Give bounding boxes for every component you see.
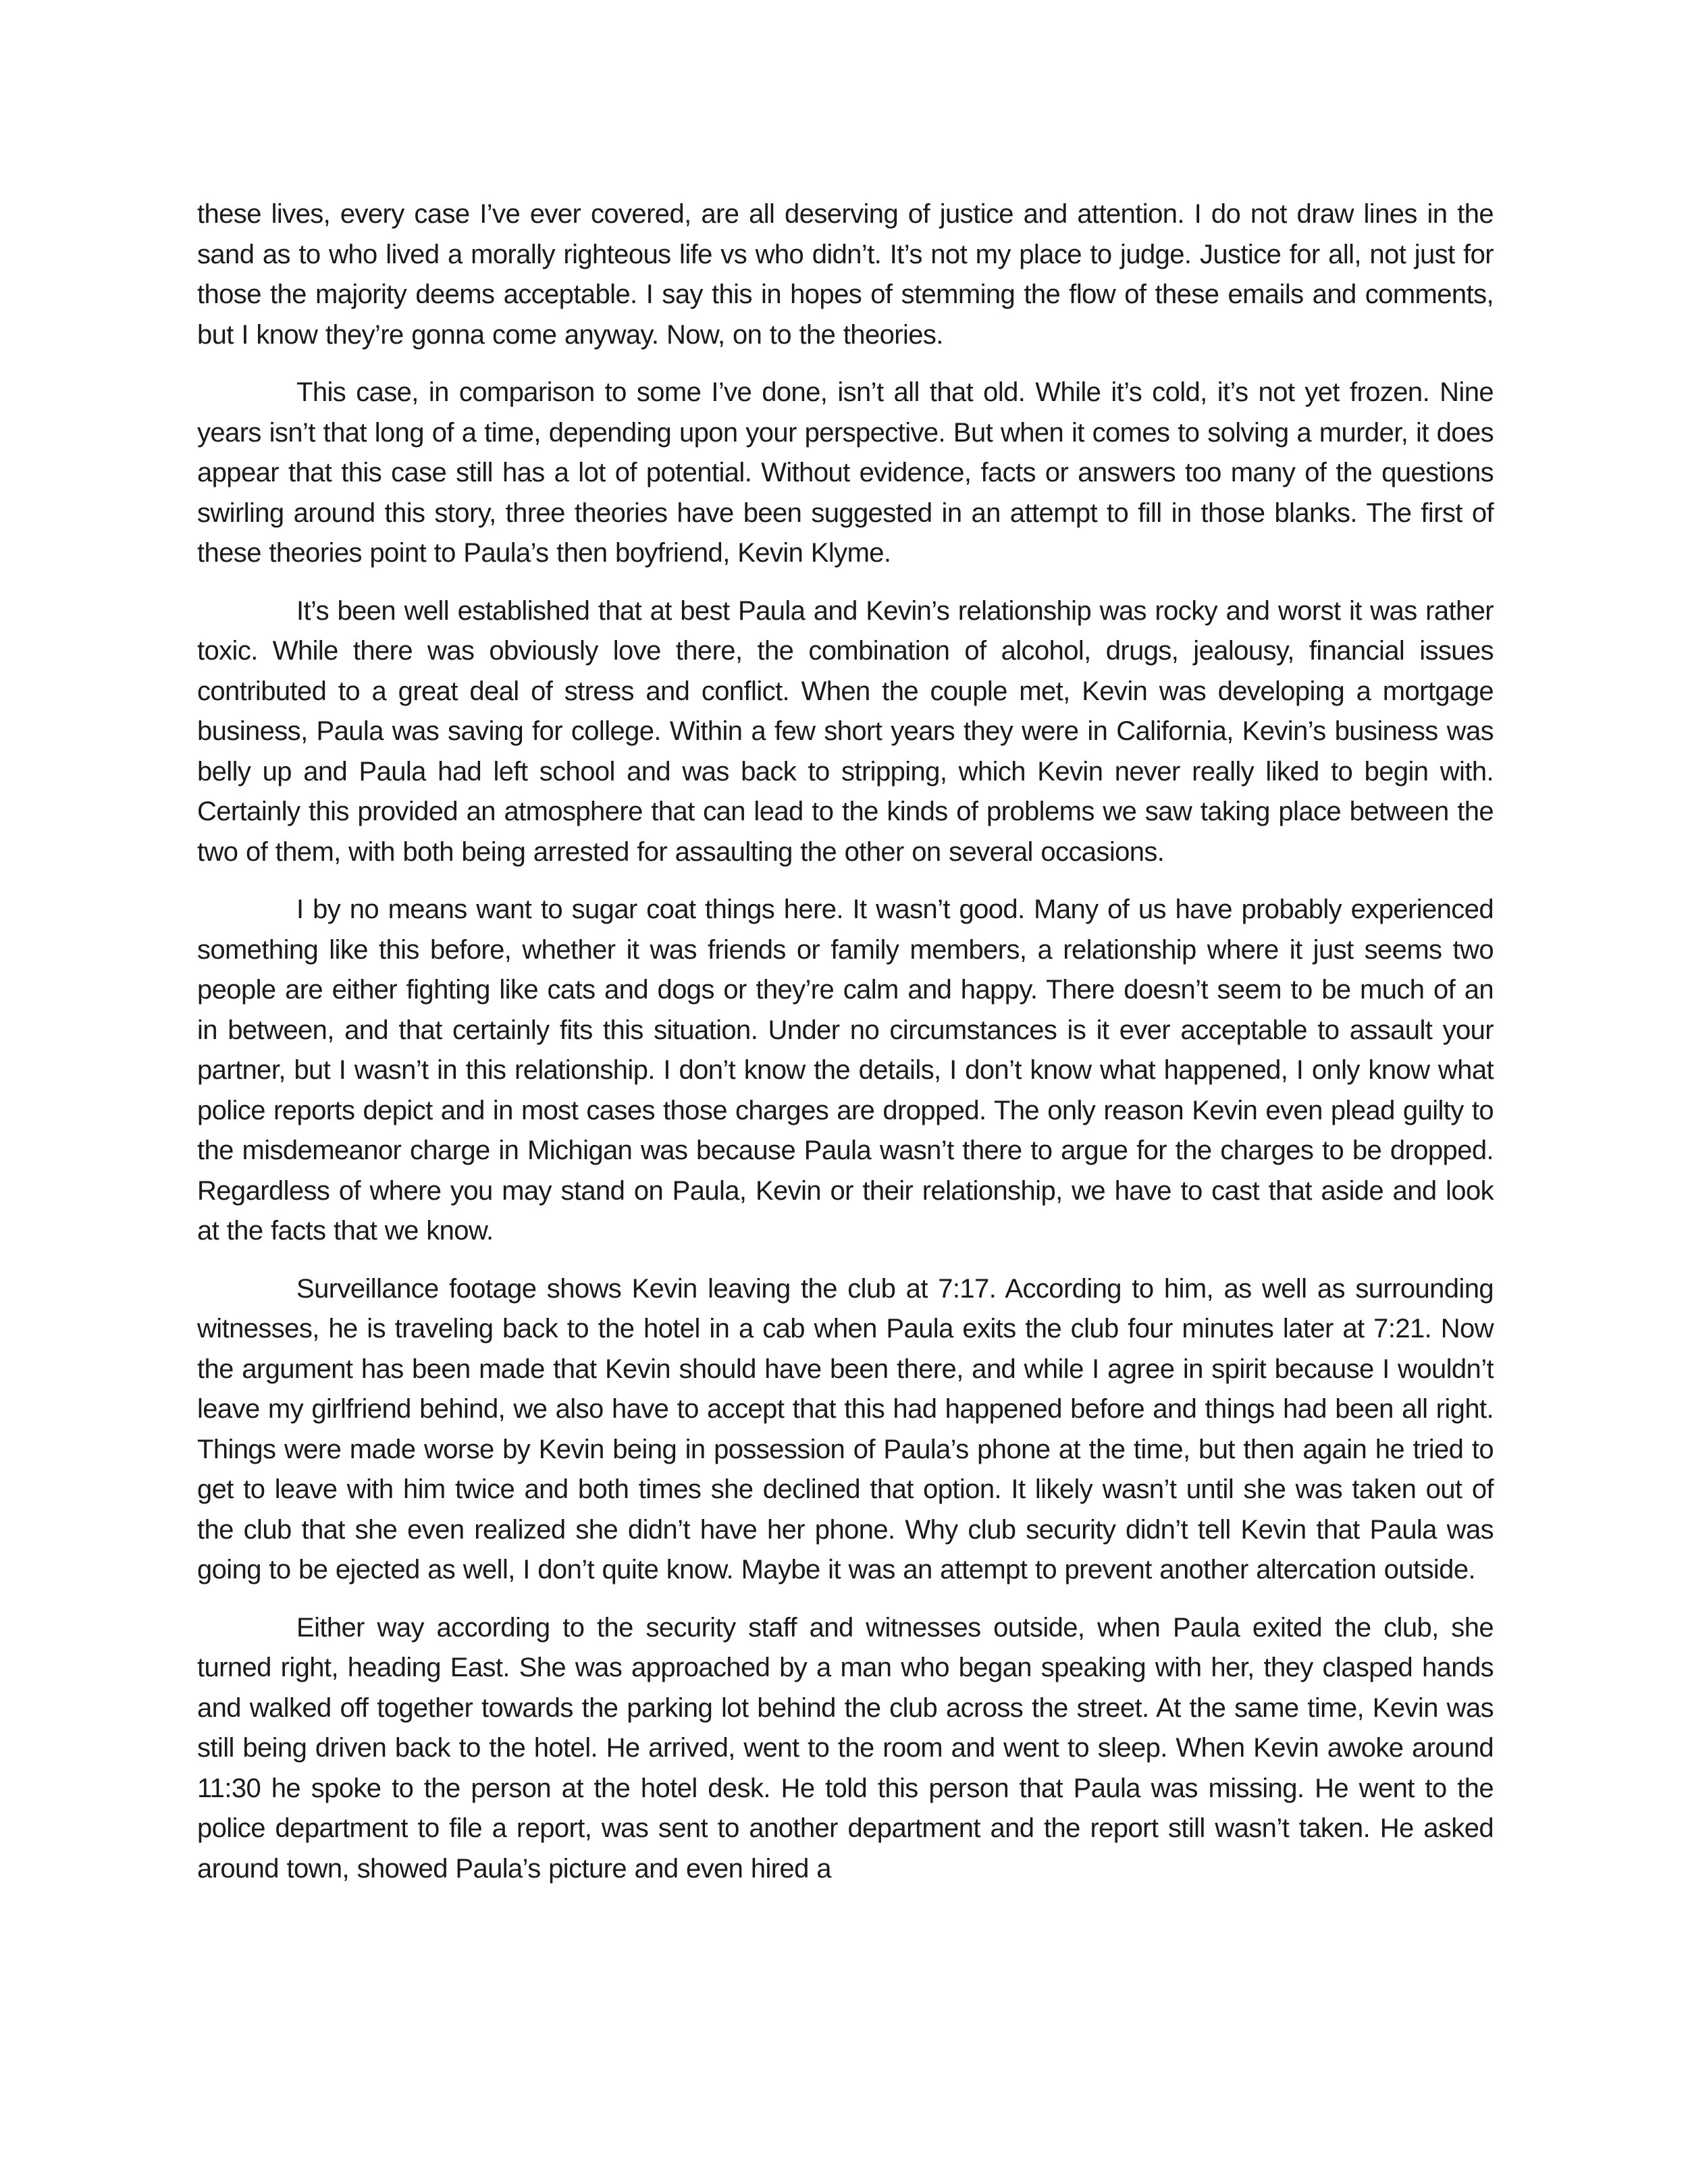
document-body <box>197 194 1494 1907</box>
paragraph-sugar-coat: I by no means want to sugar coat things here. It wasn’t good. Many of us have probably experienced something like this before, whether it was friends or family members, a relationship where it just seems two people are either fighting like cats and dogs or they’re calm and happy. There doesn’t seem to be much of an in between, and that certainly fits this situation. Under no circumstances is it ever acceptable to assault your partner, but I wasn’t in this relationship. I don’t know the details, I don’t know what happened, I only know what police reports depict and in most cases those charges are dropped. The only reason Kevin even plead guilty to the misdemeanor charge in Michigan was because Paula wasn’t there to argue for the charges to be dropped. Regardless of where you may stand on Paula, Kevin or their relationship, we have to cast that aside and look at the facts that we know. <box>197 895 1494 1246</box>
paragraph-continuation: these lives, every case I’ve ever covered, are all deserving of justice and attention. I do not draw lines in the sand as to who lived a morally righteous life vs who didn’t. It’s not my place to judge. Justice for all, not just for those the majority deems acceptable. I say this in hopes of stemming the flow of these emails and comments, but I know they’re gonna come anyway. Now, on to the theories. <box>197 199 1494 350</box>
paragraph-either-way: Either way according to the security staff and witnesses outside, when Paula exited the club, she turned right, heading East. She was approached by a man who began speaking with her, they clasped hands and walked off together towards the parking lot behind the club across the street. At the same time, Kevin was still being driven back to the hotel. He arrived, went to the room and went to sleep. When Kevin awoke around 11:30 he spoke to the person at the hotel desk. He told this person that Paula was missing. He went to the police department to file a report, was sent to another department and the report still wasn’t taken. He asked around town, showed Paula’s picture and even hired a <box>197 1612 1494 1884</box>
paragraph-surveillance: Surveillance footage shows Kevin leaving the club at 7:17. According to him, as well as surrounding witnesses, he is traveling back to the hotel in a cab when Paula exits the club four minutes later at 7:21. Now the argument has been made that Kevin should have been there, and while I agree in spirit because I wouldn’t leave my girlfriend behind, we also have to accept that this had happened before and things had been all right. Things were made worse by Kevin being in possession of Paula’s phone at the time, but then again he tried to get to leave with him twice and both times she declined that option. It likely wasn’t until she was taken out of the club that she even realized she didn’t have her phone. Why club security didn’t tell Kevin that Paula was going to be ejected as well, I don’t quite know. Maybe it was an attempt to prevent another altercation outside. <box>197 1273 1494 1584</box>
paragraph-relationship: It’s been well established that at best Paula and Kevin’s relationship was rocky and worst it was rather toxic. While there was obviously love there, the combination of alcohol, drugs, jealousy, financial issues contributed to a great deal of stress and conflict. When the couple met, Kevin was developing a mortgage business, Paula was saving for college. Within a few short years they were in California, Kevin’s business was belly up and Paula had left school and was back to stripping, which Kevin never really liked to begin with. Certainly this provided an atmosphere that can lead to the kinds of problems we saw taking place between the two of them, with both being arrested for assaulting the other on several occasions. <box>197 595 1494 867</box>
paragraph-case-age: This case, in comparison to some I’ve done, isn’t all that old. While it’s cold, it’s not yet frozen. Nine years isn’t that long of a time, depending upon your perspective. But when it comes to solving a murder, it does appear that this case still has a lot of potential. Without evidence, facts or answers too many of the questions swirling around this story, three theories have been suggested in an attempt to fill in those blanks. The first of these theories point to Paula’s then boyfriend, Kevin Klyme. <box>197 377 1494 568</box>
